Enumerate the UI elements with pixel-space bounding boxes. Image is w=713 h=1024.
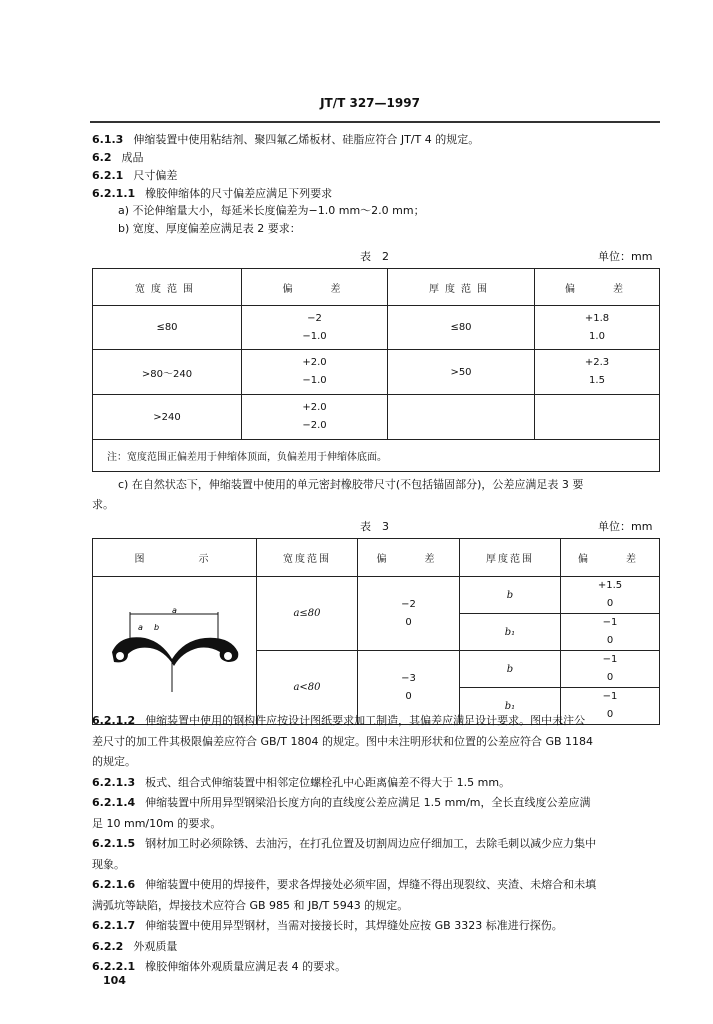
- cell: >240: [93, 395, 242, 440]
- cell: +2.3 1.5: [535, 350, 660, 395]
- paragraph-text: 伸缩装置中使用的钢构件应按设计图纸要求加工制造，其偏差应满足设计要求。图中未注公: [145, 714, 586, 727]
- svg-text:a: a: [137, 623, 143, 632]
- table-row: [93, 306, 660, 350]
- col-header: 偏 差: [535, 269, 660, 306]
- deviation: −1 0: [561, 614, 660, 651]
- table-2: [92, 268, 660, 472]
- section-number: 6.2: [92, 151, 112, 164]
- item-b: b) 宽度、厚度偏差应满足表 2 要求：: [118, 222, 301, 235]
- table-row: [93, 350, 660, 395]
- paragraph-line: [92, 167, 177, 183]
- section-number: 6.2.1.1: [92, 187, 136, 200]
- section-number: 6.2.2.1: [92, 960, 136, 973]
- item-c-cont: 求。: [92, 498, 114, 511]
- col-header: 宽度范围: [257, 539, 358, 577]
- section-number: 6.2.2: [92, 939, 124, 953]
- cell: ≤80: [388, 306, 535, 350]
- thickness: b₁: [460, 614, 561, 651]
- section-number: 6.2.1.3: [92, 775, 136, 789]
- cell: >50: [388, 350, 535, 395]
- deviation: −1 0: [561, 688, 660, 725]
- section-number: 6.2.1: [92, 169, 124, 182]
- paragraph-line: 差尺寸的加工件其极限偏差应符合 GB/T 1804 的规定。图中未注明形状和位置的公差应符合 GB 1184: [92, 734, 594, 748]
- col-header: 宽度范围: [93, 269, 242, 306]
- paragraph-line: 的规定。: [92, 755, 136, 768]
- paragraph-text: 伸缩装置中使用粘结剂、聚四氟乙烯板材、硅脂应符合 JT/T 4 的规定。: [133, 133, 480, 146]
- table-3: [92, 538, 660, 725]
- paragraph-text: 成品: [121, 151, 144, 164]
- paragraph-text: 橡胶伸缩体外观质量应满足表 4 的要求。: [145, 960, 347, 973]
- paragraph-text: 橡胶伸缩体的尺寸偏差应满足下列要求: [145, 187, 333, 200]
- width-range: a≤80: [257, 577, 358, 651]
- width-range: a<80: [257, 651, 358, 725]
- thickness: b: [460, 577, 561, 614]
- table2-note: 注：宽度范围正偏差用于伸缩体顶面，负偏差用于伸缩体底面。: [93, 440, 660, 472]
- cell: +2.0 −1.0: [242, 350, 388, 395]
- table2-title: 表 2: [360, 250, 389, 263]
- col-header: 厚度范围: [388, 269, 535, 306]
- paragraph-line: [92, 185, 332, 201]
- thickness: b: [460, 651, 561, 688]
- paragraph-line: 足 10 mm/10m 的要求。: [92, 816, 222, 830]
- col-header: 图 示: [93, 539, 257, 577]
- table3-title: 表 3: [360, 520, 389, 533]
- paragraph-text: 伸缩装置中使用的焊接件，要求各焊接处必须牢固，焊缝不得出现裂纹、夹渣、未熔合和未填: [145, 878, 597, 891]
- paragraph-line: [92, 774, 510, 790]
- cell: +1.8 1.0: [535, 306, 660, 350]
- item-a: a) 不论伸缩量大小，每延米长度偏差为−1.0 mm～2.0 mm；: [118, 204, 425, 217]
- section-number: 6.2.1.6: [92, 878, 136, 891]
- cell: −2 −1.0: [242, 306, 388, 350]
- section-number: 6.2.1.5: [92, 837, 136, 850]
- paragraph-text: 板式、组合式伸缩装置中相邻定位螺栓孔中心距离偏差不得大于 1.5 mm。: [145, 775, 511, 789]
- cell: [388, 395, 535, 440]
- paragraph-line: [92, 794, 591, 810]
- col-header: 厚度范围: [460, 539, 561, 577]
- cell: [535, 395, 660, 440]
- col-header: 偏 差: [242, 269, 388, 306]
- item-c: c) 在自然状态下，伸缩装置中使用的单元密封橡胶带尺寸(不包括锚固部分)，公差应满足表 3 要: [118, 478, 584, 491]
- paragraph-line: [92, 149, 144, 165]
- paragraph-line: [92, 938, 177, 954]
- paragraph-line: [92, 958, 346, 974]
- deviation: −2 0: [358, 577, 460, 651]
- cell: +2.0 −2.0: [242, 395, 388, 440]
- header-rule: [90, 121, 660, 123]
- paragraph-line: 满弧坑等缺陷，焊接技术应符合 GB 985 和 JB/T 5943 的规定。: [92, 898, 409, 912]
- col-header: 偏 差: [358, 539, 460, 577]
- page-number: 104: [103, 974, 126, 987]
- paragraph-line: [92, 712, 585, 728]
- thickness: b₁: [460, 688, 561, 725]
- paragraph-text: 伸缩装置中所用异型钢梁沿长度方向的直线度公差应满足 1.5 mm/m，全长直线度公差应满: [145, 796, 591, 809]
- section-number: 6.2.1.7: [92, 919, 136, 932]
- deviation: +1.5 0: [561, 577, 660, 614]
- section-number: 6.1.3: [92, 133, 124, 146]
- paragraph-line: [92, 876, 596, 892]
- table-row: [93, 395, 660, 440]
- table3-unit: 单位：mm: [598, 520, 653, 533]
- paragraph-line: [92, 917, 563, 933]
- section-number: 6.2.1.4: [92, 796, 136, 809]
- paragraph-line: [92, 131, 479, 147]
- paragraph-text: 钢材加工时必须除锈、去油污，在打孔位置及切割周边应仔细加工，去除毛刺以减少应力集中: [145, 837, 597, 850]
- svg-text:a: a: [171, 606, 177, 615]
- paragraph-text: 伸缩装置中使用异型钢材，当需对接接长时，其焊缝处应按 GB 3323 标准进行探伤。: [145, 919, 563, 932]
- paragraph-text: 尺寸偏差: [133, 169, 178, 182]
- table2-unit: 单位：mm: [598, 250, 653, 263]
- table-row: [93, 577, 660, 614]
- svg-text:b: b: [153, 623, 159, 632]
- figure-cell: [93, 577, 257, 725]
- section-number: 6.2.1.2: [92, 714, 136, 727]
- paragraph-line: [92, 835, 596, 851]
- document-header: JT/T 327—1997: [320, 96, 420, 110]
- col-header: 偏 差: [561, 539, 660, 577]
- deviation: −1 0: [561, 651, 660, 688]
- cell: ≤80: [93, 306, 242, 350]
- deviation: −3 0: [358, 651, 460, 725]
- cell: >80～240: [93, 350, 242, 395]
- seal-profile-figure: [100, 604, 250, 694]
- paragraph-line: 现象。: [92, 857, 125, 871]
- paragraph-text: 外观质量: [133, 939, 178, 953]
